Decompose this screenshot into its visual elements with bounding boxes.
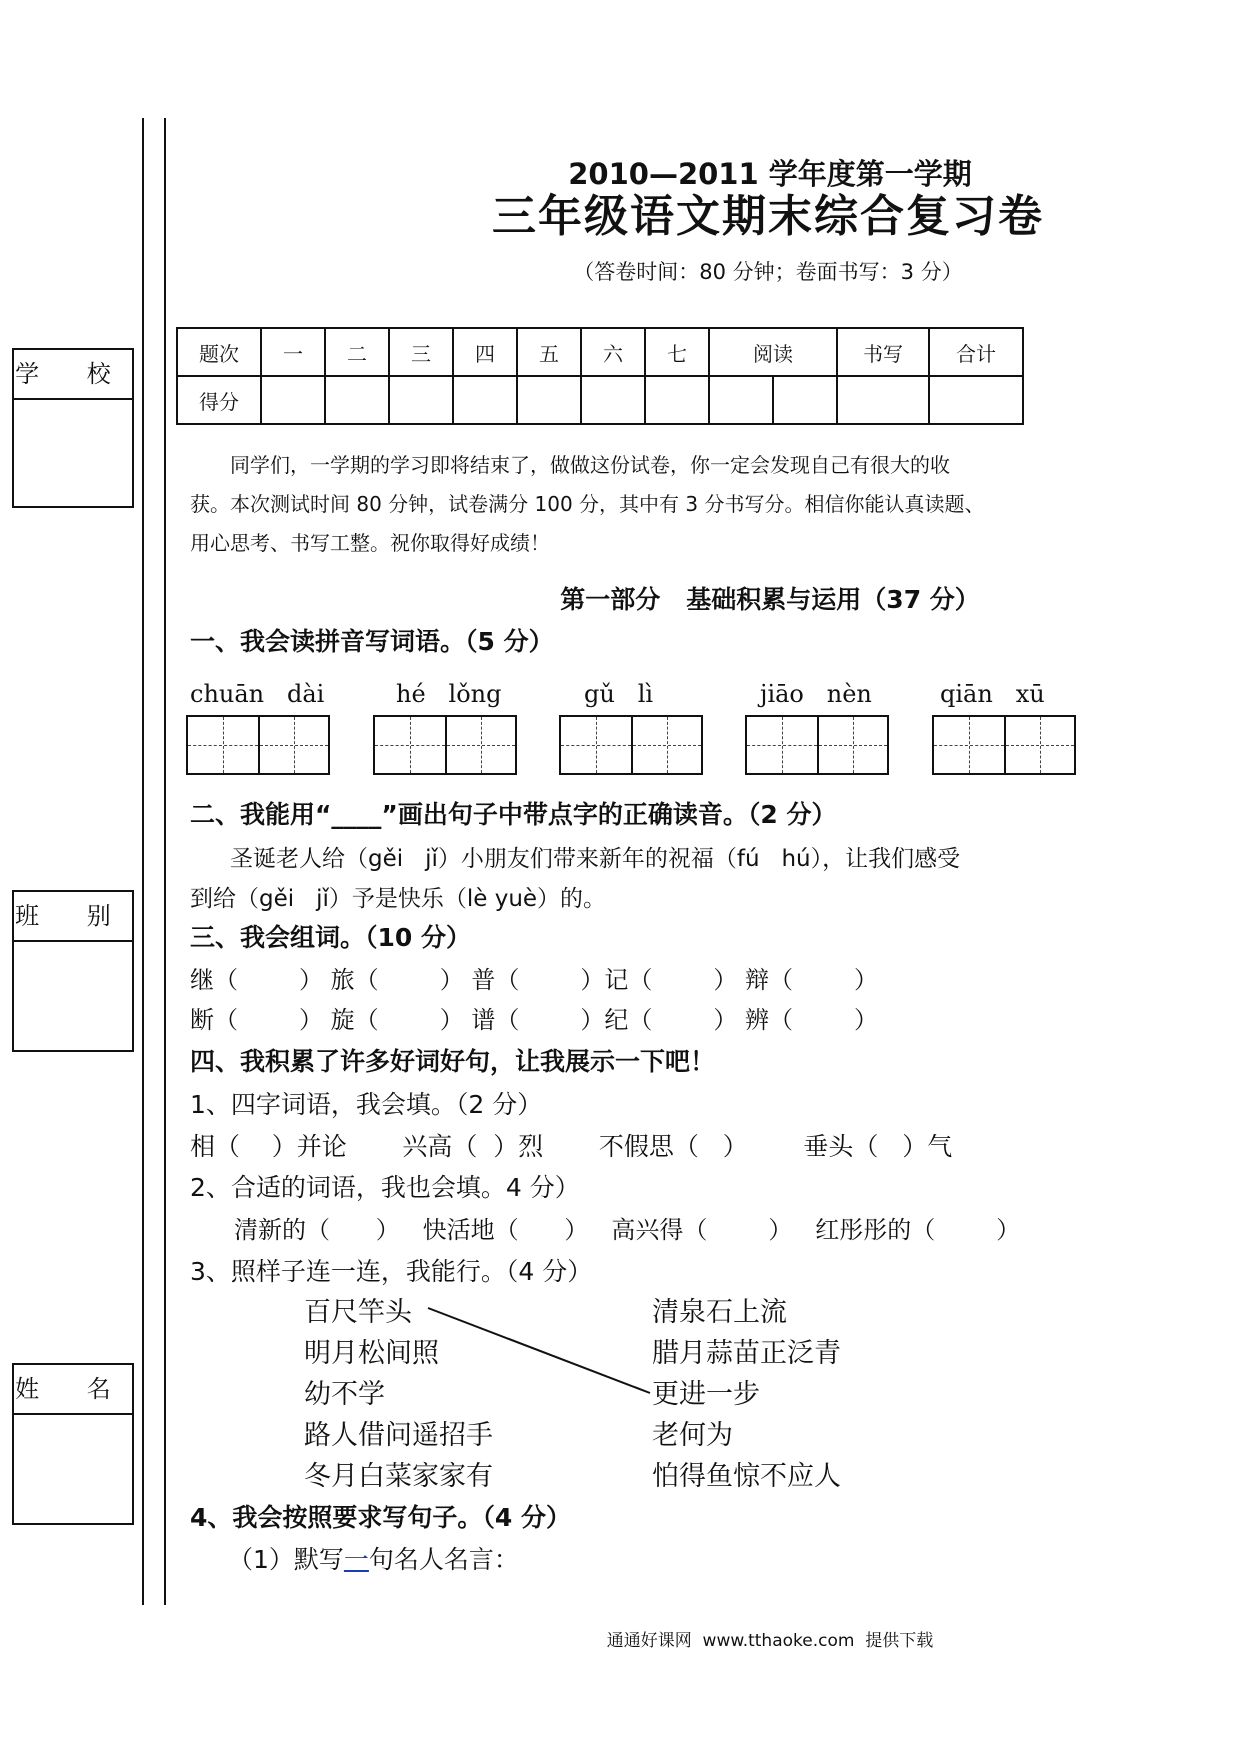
score-header-cell: 题次 <box>177 328 261 376</box>
s4-item1-prefix: （1）默写 <box>228 1545 344 1574</box>
match-left-2[interactable]: 明月松间照 <box>304 1338 439 1369</box>
score-header-cell: 六 <box>581 328 645 376</box>
score-header-cell: 七 <box>645 328 709 376</box>
q4-s2-line: 清新的（ ） 快活地（ ） 高兴得（ ） 红彤彤的（ ） <box>234 1216 1021 1244</box>
intro-line-1: 同学们，一学期的学习即将结束了，做做这份试卷，你一定会发现自己有很大的收 <box>230 453 950 477</box>
score-header-cell: 五 <box>517 328 581 376</box>
match-right-3[interactable]: 更进一步 <box>652 1379 760 1410</box>
q2-line-2: 到给（gěi jǐ）予是快乐（lè yuè）的。 <box>190 886 607 912</box>
score-header-cell: 三 <box>389 328 453 376</box>
q1-pinyin-2: hé lǒng <box>396 680 502 708</box>
q1-title: 一、我会读拼音写词语。（5 分） <box>190 627 554 656</box>
q4-s3-title: 3、照样子连一连，我能行。（4 分） <box>190 1257 593 1286</box>
q4-s2-title: 2、合适的词语，我也会填。4 分） <box>190 1173 580 1202</box>
match-left-5[interactable]: 冬月白菜家家有 <box>304 1461 493 1492</box>
score-header-cell: 书写 <box>837 328 929 376</box>
q4-s1-line: 相（ ）并论 兴高（ ）烈 不假思（ ） 垂头（ ）气 <box>190 1132 953 1161</box>
exam-subtitle: （答卷时间：80 分钟；卷面书写：3 分） <box>573 260 963 284</box>
score-header-cell: 阅读 <box>709 328 837 376</box>
q4-title: 四、我积累了许多好词好句，让我展示一下吧！ <box>190 1047 716 1076</box>
q3-line-2: 断（ ） 旋（ ） 谱（ ）纪（ ） 辨（ ） <box>190 1006 879 1034</box>
q1-pinyin-4: jiāo nèn <box>760 680 872 708</box>
q1-pinyin-3: gǔ lì <box>584 680 654 708</box>
term-title: 2010—2011 学年度第一学期 <box>568 157 972 191</box>
q4-s4-item-1 <box>228 1540 519 1576</box>
match-left-1[interactable]: 百尺竿头 <box>304 1297 412 1328</box>
q4-s4-title: 4、我会按照要求写句子。（4 分） <box>190 1503 571 1532</box>
match-right-2[interactable]: 腊月蒜苗正泛青 <box>652 1338 841 1369</box>
footer-text: 通通好课网 www.tthaoke.com 提供下载 <box>606 1631 934 1651</box>
q3-title: 三、我会组词。（10 分） <box>190 923 471 952</box>
name-label: 姓 名 <box>14 1365 132 1415</box>
intro-line-3: 用心思考、书写工整。祝你取得好成绩！ <box>190 531 550 555</box>
q3-line-1: 继（ ） 旅（ ） 普（ ）记（ ） 辩（ ） <box>190 966 879 994</box>
q2-line-1: 圣诞老人给（gěi jǐ）小朋友们带来新年的祝福（fú hú），让我们感受 <box>230 846 961 872</box>
match-right-4[interactable]: 老何为 <box>652 1420 733 1451</box>
q1-pinyin-5: qiān xū <box>940 680 1045 708</box>
exam-title: 三年级语文期末综合复习卷 <box>492 191 1044 242</box>
class-label: 班 别 <box>14 892 132 942</box>
match-left-3[interactable]: 幼不学 <box>304 1379 385 1410</box>
score-row-label: 得分 <box>177 376 261 424</box>
q2-title: 二、我能用“____”画出句子中带点字的正确读音。（2 分） <box>190 800 837 829</box>
q4-s1-title: 1、四字词语，我会填。（2 分） <box>190 1090 543 1119</box>
intro-line-2: 获。本次测试时间 80 分钟，试卷满分 100 分，其中有 3 分书写分。相信你能认真读题、 <box>190 492 985 516</box>
part1-title: 第一部分 基础积累与运用（37 分） <box>560 585 980 614</box>
match-left-4[interactable]: 路人借问遥招手 <box>304 1420 493 1451</box>
score-header-cell: 二 <box>325 328 389 376</box>
q1-pinyin-1: chuān dài <box>190 680 325 708</box>
score-header-cell: 一 <box>261 328 325 376</box>
s4-item1-suffix: 句名人名言： <box>368 1545 519 1574</box>
match-right-1[interactable]: 清泉石上流 <box>652 1297 787 1328</box>
school-label: 学 校 <box>14 350 132 400</box>
s4-item1-link[interactable]: 一 <box>343 1545 369 1574</box>
score-header-cell: 四 <box>453 328 517 376</box>
match-right-5[interactable]: 怕得鱼惊不应人 <box>652 1461 841 1492</box>
score-header-cell: 合计 <box>929 328 1023 376</box>
